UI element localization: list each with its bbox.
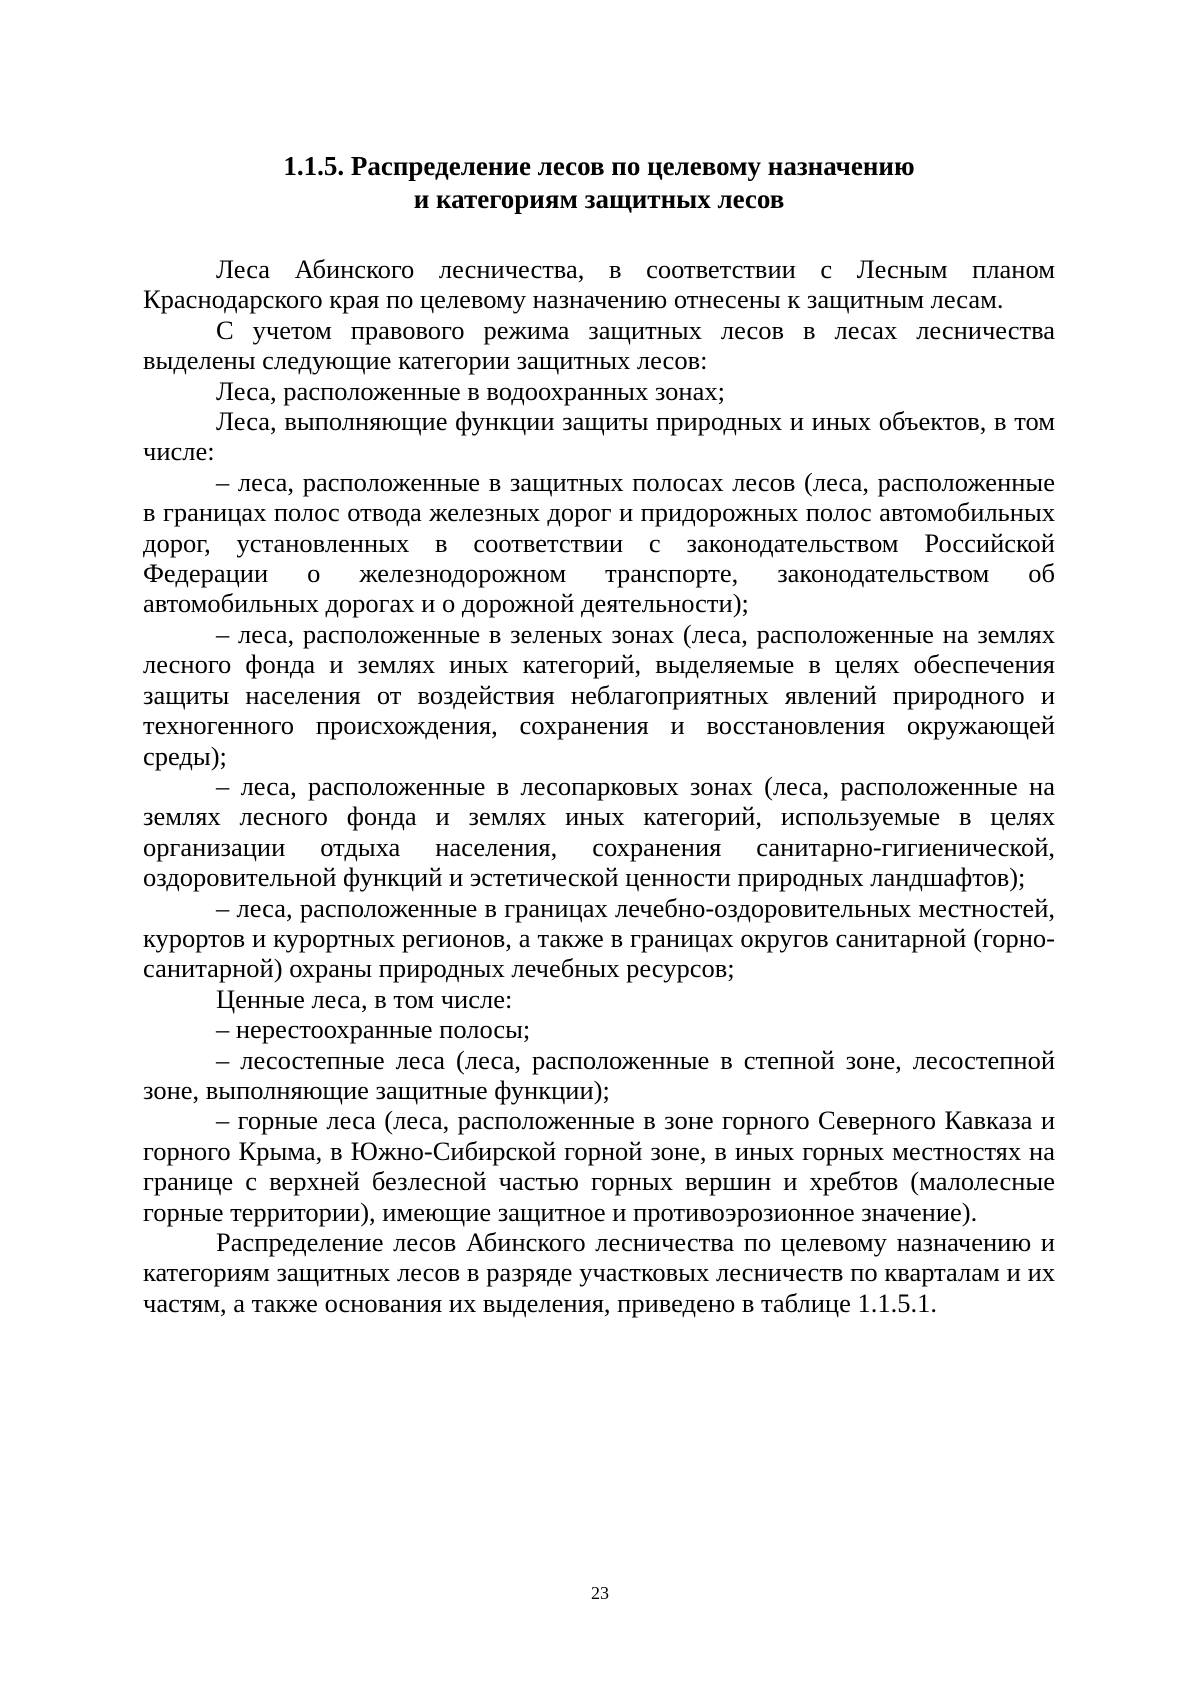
- section-heading-line-2: и категориям защитных лесов: [413, 184, 785, 214]
- list-item-forest-steppe: – лесостепные леса (леса, расположенные в степной зоне, лесостепной зоне, выполняющие защитные функции);: [143, 1044, 1055, 1105]
- list-item-health-resorts: – леса, расположенные в границах лечебно-оздоровительных местностей, курортов и курортных регионов, а также в границах округов санитарной (горно-санитарной) охраны природных лечебных ресурсов;: [143, 892, 1055, 984]
- body-text: [143, 254, 1055, 1318]
- paragraph-protective-functions: Леса, выполняющие функции защиты природных и иных объектов, в том числе:: [143, 406, 1055, 467]
- page-number: 23: [591, 1583, 609, 1603]
- paragraph-categories-intro: С учетом правового режима защитных лесов в лесах лесничества выделены следующие категории защитных лесов:: [143, 314, 1055, 376]
- list-item-green-zones: – леса, расположенные в зеленых зонах (леса, расположенные на землях лесного фонда и землях иных категорий, выделяемые в целях обеспечения защиты населения от воздействия неблагоприятных явлений природного и техногенного происхождения, сохранения и восстановления окружающей среды);: [143, 618, 1055, 771]
- paragraph-water-protection: Леса, расположенные в водоохранных зонах;: [216, 375, 725, 406]
- list-item-forest-park-zones: – леса, расположенные в лесопарковых зонах (леса, расположенные на землях лесного фонда и землях иных категорий, используемые в целях организации отдыха населения, сохранения санитарно-гигиенической, оздоровительной функций и эстетической ценности природных ландшафтов);: [143, 770, 1055, 893]
- list-item-mountain-forests: – горные леса (леса, расположенные в зоне горного Северного Кавказа и горного Крыма, в Южно-Сибирской горной зоне, в иных горных местностях на границе с верхней безлесной частью горных вершин и хребтов (малолесные горные территории), имеющие защитное и противоэрозионное значение).: [143, 1105, 1055, 1227]
- list-item-spawning-strips: – нерестоохранные полосы;: [216, 1014, 531, 1045]
- section-heading: [140, 150, 1058, 216]
- section-heading-line-1: 1.1.5. Распределение лесов по целевому назначению: [283, 151, 915, 181]
- paragraph-valuable-forests: Ценные леса, в том числе:: [216, 983, 513, 1014]
- paragraph-intro: Леса Абинского лесничества, в соответствии с Лесным планом Краснодарского края по целевому назначению отнесены к защитным лесам.: [143, 254, 1055, 315]
- paragraph-distribution: Распределение лесов Абинского лесничества по целевому назначению и категориям защитных лесов в разряде участковых лесничеств по кварталам и их частям, а также основания их выделения, приведено в таблице 1.1.5.1.: [143, 1227, 1055, 1318]
- list-item-protective-strips: – леса, расположенные в защитных полосах лесов (леса, расположенные в границах полос отвода железных дорог и придорожных полос автомобильных дорог, установленных в соответствии с законодательством Российской Федерации о железнодорожном транспорте, законодательством об автомобильных дорогах и о дорожной деятельности);: [143, 466, 1055, 619]
